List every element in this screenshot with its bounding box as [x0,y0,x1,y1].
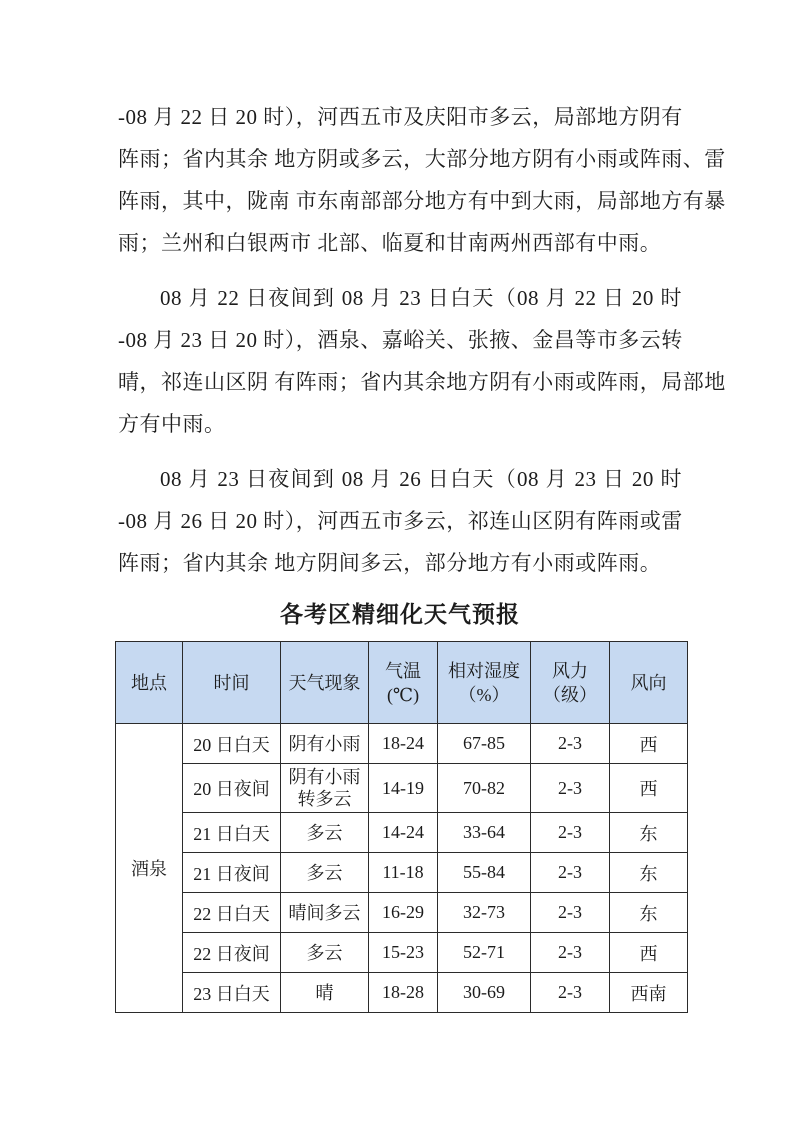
time-cell: 22 日夜间 [183,933,281,973]
text-line: 阵雨；省内其余 地方阴间多云，部分地方有小雨或阵雨。 [118,551,662,575]
wind-force-cell: 2-3 [531,724,610,764]
text-line: 阵雨；省内其余 地方阴或多云，大部分地方阴有小雨或阵雨、雷 [118,147,726,171]
text-line: -08 月 23 日 20 时），酒泉、嘉峪关、张掖、金昌等市多云转 [118,328,683,352]
time-cell: 20 日白天 [183,724,281,764]
wind-dir-cell: 东 [610,893,688,933]
weather-cell: 多云 [281,933,369,973]
text-line: -08 月 26 日 20 时），河西五市多云，祁连山区阴有阵雨或雷 [118,509,683,533]
text-line: 雨；兰州和白银两市 北部、临夏和甘南两州西部有中雨。 [118,231,662,255]
time-cell: 21 日夜间 [183,853,281,893]
wind-dir-cell: 西 [610,764,688,813]
wind-dir-cell: 西 [610,933,688,973]
text-line: -08 月 22 日 20 时），河西五市及庆阳市多云，局部地方阴有 [118,105,683,129]
temp-cell: 11-18 [369,853,438,893]
time-cell: 20 日夜间 [183,764,281,813]
wind-dir-cell: 西南 [610,973,688,1013]
table-row [116,764,688,813]
wind-force-cell: 2-3 [531,813,610,853]
humidity-cell: 32-73 [438,893,531,933]
table-row [116,813,688,853]
header-wind-force: 风力 （级） [531,642,610,724]
wind-force-cell: 2-3 [531,893,610,933]
forecast-table-wrap [115,641,682,1013]
time-cell: 21 日白天 [183,813,281,853]
text-line: 方有中雨。 [118,412,226,436]
text-line: 08 月 23 日夜间到 08 月 26 日白天（08 月 23 日 20 时 [160,467,682,491]
header-location: 地点 [116,642,183,724]
header-humidity: 相对湿度 （%） [438,642,531,724]
paragraph-1 [118,96,726,264]
temp-cell: 16-29 [369,893,438,933]
header-row [116,642,688,724]
humidity-cell: 55-84 [438,853,531,893]
weather-cell: 阴有小雨转多云 [281,764,369,813]
location-cell: 酒泉 [116,724,183,1013]
humidity-cell: 70-82 [438,764,531,813]
weather-forecast-table [115,641,688,1013]
time-cell: 23 日白天 [183,973,281,1013]
wind-dir-cell: 东 [610,813,688,853]
table-row [116,933,688,973]
table-row [116,893,688,933]
weather-cell: 多云 [281,853,369,893]
table-row [116,724,688,764]
text-line: 08 月 22 日夜间到 08 月 23 日白天（08 月 22 日 20 时 [160,286,682,310]
paragraph-2 [118,277,726,445]
wind-force-cell: 2-3 [531,764,610,813]
wind-force-cell: 2-3 [531,933,610,973]
humidity-cell: 30-69 [438,973,531,1013]
temp-cell: 14-19 [369,764,438,813]
header-wind-dir: 风向 [610,642,688,724]
humidity-cell: 67-85 [438,724,531,764]
header-weather: 天气现象 [281,642,369,724]
weather-cell: 多云 [281,813,369,853]
weather-cell: 晴 [281,973,369,1013]
text-line: 阵雨，其中，陇南 市东南部部分地方有中到大雨，局部地方有暴 [118,189,726,213]
time-cell: 22 日白天 [183,893,281,933]
temp-cell: 18-28 [369,973,438,1013]
humidity-cell: 52-71 [438,933,531,973]
temp-cell: 15-23 [369,933,438,973]
temp-cell: 18-24 [369,724,438,764]
text-line: 晴，祁连山区阴 有阵雨；省内其余地方阴有小雨或阵雨，局部地 [118,370,726,394]
header-time: 时间 [183,642,281,724]
table-row [116,973,688,1013]
wind-force-cell: 2-3 [531,973,610,1013]
humidity-cell: 33-64 [438,813,531,853]
table-title: 各考区精细化天气预报 [280,602,520,627]
wind-force-cell: 2-3 [531,853,610,893]
weather-cell: 晴间多云 [281,893,369,933]
temp-cell: 14-24 [369,813,438,853]
wind-dir-cell: 西 [610,724,688,764]
paragraph-3 [118,458,682,584]
table-row [116,853,688,893]
weather-cell: 阴有小雨 [281,724,369,764]
header-temp: 气温 (℃) [369,642,438,724]
wind-dir-cell: 东 [610,853,688,893]
